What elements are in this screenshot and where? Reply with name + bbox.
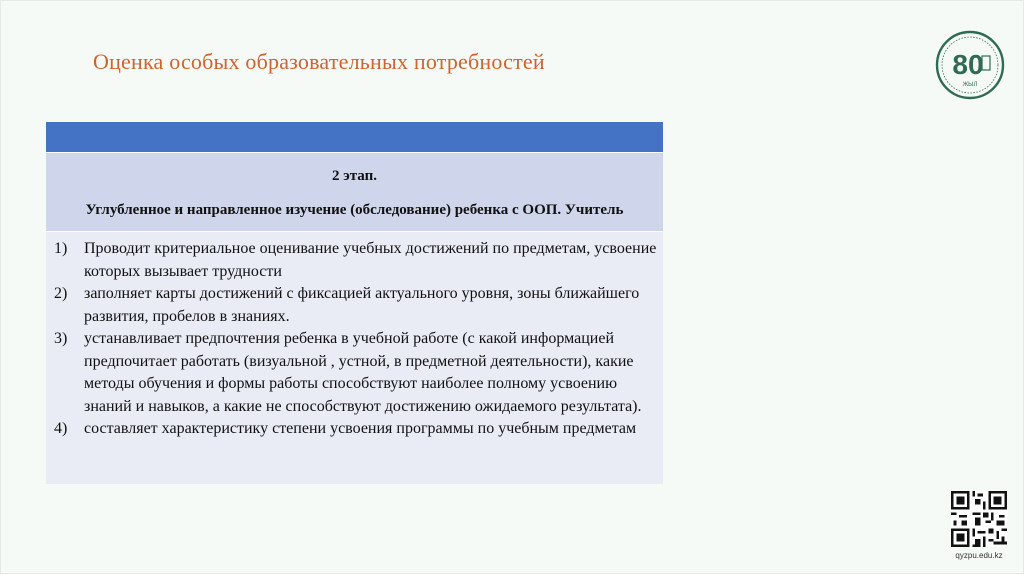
item-number: 3) bbox=[54, 330, 68, 347]
item-text: устанавливает предпочтения ребенка в учебной работе (с какой информацией предпочитает работать (визуальной , устной, в предметной деятельности), какие методы обучения и формы работы способствуют наиболее полному усвоению знаний и навыков, а какие не способствуют достижению ожидаемого результата). bbox=[84, 330, 642, 415]
stage-cell bbox=[46, 152, 663, 231]
item-text: составляет характеристику степени усвоения программы по учебным предметам bbox=[84, 420, 637, 437]
item-number: 2) bbox=[54, 285, 68, 302]
qr-caption[interactable]: qyzpu.edu.kz bbox=[955, 551, 1003, 560]
list-item bbox=[54, 283, 657, 328]
slide-title: Оценка особых образовательных потребностей bbox=[93, 49, 545, 74]
list-item bbox=[54, 328, 657, 418]
list-item bbox=[54, 418, 657, 441]
list-item bbox=[54, 238, 657, 283]
actions-list bbox=[46, 231, 663, 484]
qr-code-icon[interactable] bbox=[951, 491, 1007, 547]
item-text: Проводит критериальное оценивание учебных достижений по предметам, усвоение которых вызывает трудности bbox=[84, 240, 657, 280]
stage-heading: Углубленное и направленное изучение (обследование) ребенка с ООП. Учитель bbox=[85, 202, 624, 218]
logo-subtext: ЖЫЛ bbox=[962, 82, 978, 88]
table-header-bar bbox=[46, 122, 663, 152]
item-number: 1) bbox=[54, 240, 68, 257]
stage-table bbox=[46, 122, 663, 484]
logo-number: 80 bbox=[952, 49, 984, 80]
item-text: заполняет карты достижений с фиксацией актуального уровня, зоны ближайшего развития, пробелов в знаниях. bbox=[84, 285, 640, 325]
anniversary-logo-icon bbox=[935, 30, 1005, 100]
stage-label: 2 этап. bbox=[332, 168, 377, 184]
item-number: 4) bbox=[54, 420, 68, 437]
